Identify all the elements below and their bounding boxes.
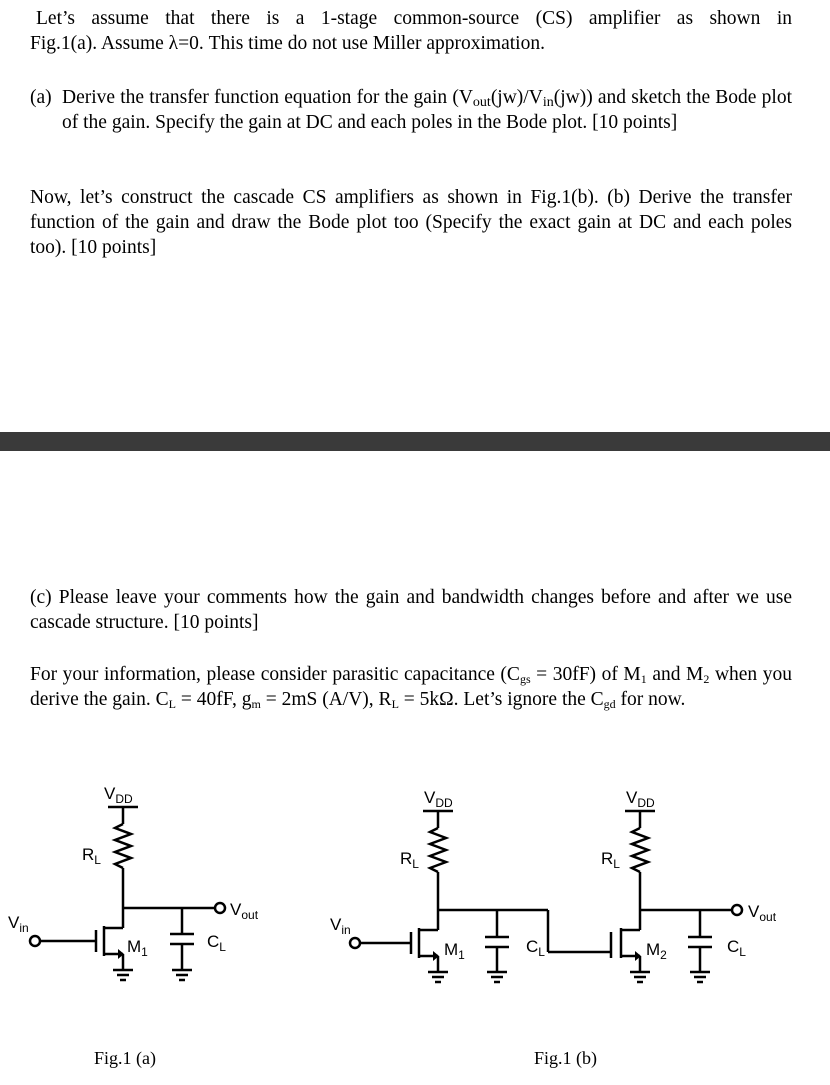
fig1a-vout-terminal xyxy=(215,903,225,913)
circuit-schematic xyxy=(0,780,830,1070)
intro-paragraph xyxy=(30,6,792,56)
fig1a-circuit xyxy=(8,784,259,980)
fig1b-m1-label: $M_1$ xyxy=(444,940,465,962)
question-a-label: (a) xyxy=(30,87,52,108)
fig1b-vdd2-label: $V_{DD}$ xyxy=(626,788,655,810)
fig1b-vin-label: $V_{in}$ xyxy=(330,915,351,937)
fig1b-rl1-resistor xyxy=(430,828,446,872)
fig1b-caption: Fig.1 (b) xyxy=(534,1048,597,1068)
fig1b-vdd1-label: $V_{DD}$ xyxy=(424,788,453,810)
fig1b-vout-label: $V_{out}$ xyxy=(748,902,777,924)
fig1b-cl1-label: $C_L$ xyxy=(526,937,545,959)
fig1a-vin-label: $V_{in}$ xyxy=(8,913,29,935)
fig1a-cl-label: $C_L$ xyxy=(207,932,226,954)
fig1a-rl-resistor xyxy=(115,824,131,868)
question-c: (c) Please leave your comments how the gain and bandwidth changes before and after we use cascade structure. [10 points] xyxy=(30,587,792,633)
fig1b-m2-label: $M_2$ xyxy=(646,940,667,962)
fig1a-caption: Fig.1 (a) xyxy=(94,1048,156,1068)
fig1a-rl-label: $R_L$ xyxy=(82,845,101,867)
fig1a-vin-terminal xyxy=(30,936,40,946)
intro-line-2: Fig.1(a). Assume λ=0. This time do not use Miller approximation. xyxy=(30,33,545,54)
info-paragraph: For your information, please consider parasitic capacitance $(C_{gs} = 30fF)$ of $M_1$ and $M_2$ when you derive the gain. $C_L = 40fF$, $g_m = 2mS$ (A/V), $R_L = 5k\Omega$. Let’s ignore the $C_{gd}$ for now. xyxy=(30,664,792,711)
fig1b-circuit xyxy=(330,788,777,982)
fig1b-cl2-label: $C_L$ xyxy=(727,937,746,959)
fig1a-vout-label: $V_{out}$ xyxy=(230,900,259,922)
question-b: Now, let’s construct the cascade CS amplifiers as shown in Fig.1(b). (b) Derive the transfer function of the gain and draw the Bode plot too (Specify the exact gain at DC and each poles too). [10 points] xyxy=(30,187,792,258)
intro-line-1: Let’s assume that there is a 1-stage common-source (CS) amplifier as shown in xyxy=(36,8,792,29)
question-a xyxy=(30,85,792,135)
fig1a-m1-label: $M_1$ xyxy=(127,937,148,959)
fig1b-vout-terminal xyxy=(732,905,742,915)
fig1b-rl1-label: $R_L$ xyxy=(400,849,419,871)
question-a-text: Derive the transfer function equation for the gain $(V_{out}(jw)/V_{in}(jw))$ and sketch the Bode plot of the gain. Specify the gain at DC and each poles in the Bode plot. [10 points] xyxy=(62,87,793,133)
fig1a-vdd-label: $V_{DD}$ xyxy=(104,784,133,806)
section-divider xyxy=(0,432,830,451)
fig1b-rl2-resistor xyxy=(632,828,648,872)
fig1b-vin-terminal xyxy=(350,938,360,948)
fig1b-rl2-label: $R_L$ xyxy=(601,849,620,871)
